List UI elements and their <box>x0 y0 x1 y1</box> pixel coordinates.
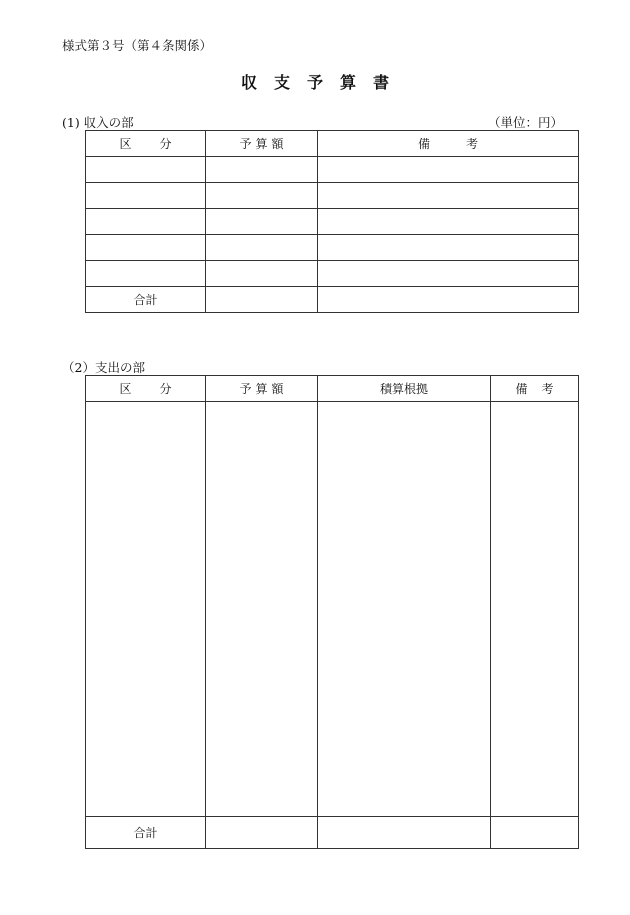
expense-section-heading: （2）支出の部 <box>62 360 145 375</box>
income-cell[interactable] <box>86 261 206 287</box>
expense-col-basis: 積算根拠 <box>318 376 491 402</box>
expense-header-row <box>86 376 579 402</box>
form-number: 様式第３号（第４条関係） <box>62 38 213 53</box>
income-cell[interactable] <box>206 261 318 287</box>
table-row <box>86 235 579 261</box>
income-cell[interactable] <box>318 261 579 287</box>
income-col-category: 区分 <box>86 131 206 157</box>
income-table <box>85 130 579 313</box>
expense-total-basis[interactable] <box>318 817 491 849</box>
unit-label: （単位：円） <box>487 115 563 130</box>
income-cell[interactable] <box>86 157 206 183</box>
income-cell[interactable] <box>206 183 318 209</box>
income-cell[interactable] <box>86 209 206 235</box>
expense-col-category: 区分 <box>86 376 206 402</box>
income-section-heading: (1) 収入の部 <box>62 115 134 130</box>
table-row <box>86 209 579 235</box>
income-cell[interactable] <box>318 209 579 235</box>
income-total-remarks[interactable] <box>318 287 579 313</box>
table-row <box>86 183 579 209</box>
expense-col-remarks: 備考 <box>491 376 579 402</box>
table-row <box>86 157 579 183</box>
expense-category-cell[interactable] <box>86 402 206 817</box>
expense-total-row <box>86 817 579 849</box>
income-cell[interactable] <box>318 183 579 209</box>
income-cell[interactable] <box>86 183 206 209</box>
income-header-row <box>86 131 579 157</box>
expense-total-amount[interactable] <box>206 817 318 849</box>
expense-col-budget: 予算額 <box>206 376 318 402</box>
expense-total-label: 合計 <box>86 817 206 849</box>
expense-total-remarks[interactable] <box>491 817 579 849</box>
income-col-remarks: 備考 <box>318 131 579 157</box>
document-title: 収支予算書 <box>240 73 406 92</box>
income-cell[interactable] <box>318 157 579 183</box>
income-total-row <box>86 287 579 313</box>
table-row <box>86 261 579 287</box>
income-cell[interactable] <box>206 157 318 183</box>
income-cell[interactable] <box>318 235 579 261</box>
expense-body-row <box>86 402 579 817</box>
income-total-label: 合計 <box>86 287 206 313</box>
income-col-budget: 予算額 <box>206 131 318 157</box>
income-cell[interactable] <box>206 235 318 261</box>
expense-table <box>85 375 579 849</box>
income-cell[interactable] <box>206 209 318 235</box>
expense-basis-cell[interactable] <box>318 402 491 817</box>
expense-budget-cell[interactable] <box>206 402 318 817</box>
income-total-amount[interactable] <box>206 287 318 313</box>
expense-remarks-cell[interactable] <box>491 402 579 817</box>
income-cell[interactable] <box>86 235 206 261</box>
